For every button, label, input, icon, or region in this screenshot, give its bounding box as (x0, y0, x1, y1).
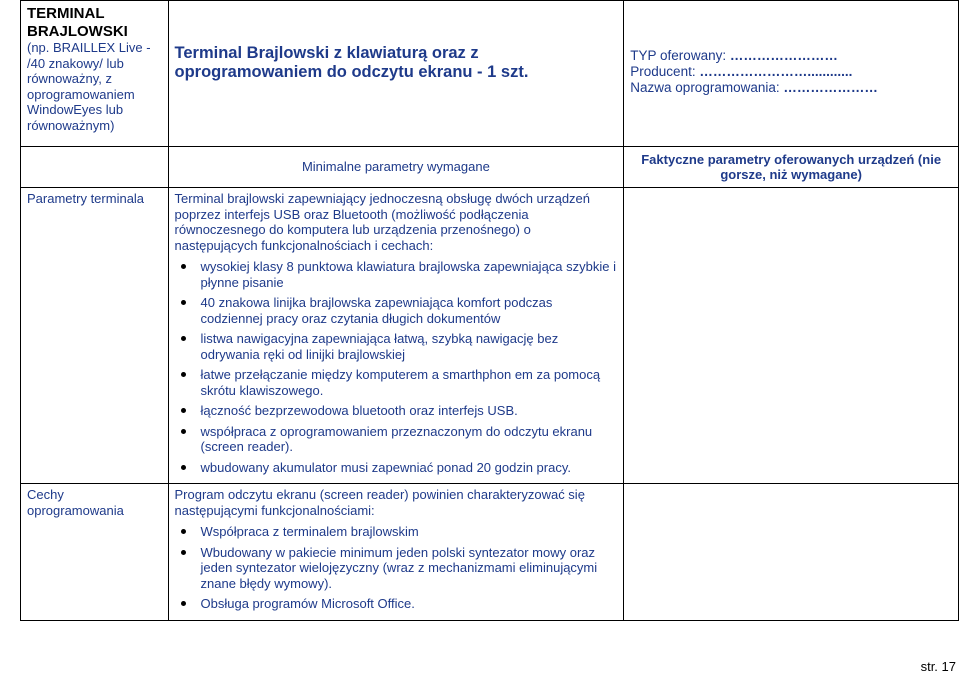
specification-table (20, 0, 959, 621)
list-item (201, 424, 618, 455)
terminal-bullet-list (175, 259, 618, 475)
software-intro: Program odczytu ekranu (screen reader) powinien charakteryzować się następującymi funkcjonalnościami: (174, 487, 585, 518)
offer-producer-line (630, 64, 952, 80)
list-item (201, 460, 618, 476)
list-item (201, 367, 618, 398)
list-item-text: Współpraca z terminalem brajlowskim (200, 524, 419, 539)
list-item-text: listwa nawigacyjna zapewniająca łatwą, szybką nawigację bez odrywania ręki od linijki brajlowskiej (200, 331, 559, 362)
list-item-text: 40 znakowa linijka brajlowska zapewniająca komfort podczas codziennej pracy oraz czytania długich dokumentów (200, 295, 553, 326)
item-subtitle: (np. BRAILLEX Live - /40 znakowy/ lub równoważny, z oprogramowaniem WindowEyes lub równoważnym) (27, 40, 151, 133)
software-bullet-list (175, 524, 618, 612)
item-cell (21, 1, 169, 147)
list-item-text: Wbudowany w pakiecie minimum jeden polski syntezator mowy oraz jeden syntezator wielojęzyczny (wraz z mechanizmami eliminującymi znane błędy wymowy). (200, 544, 598, 591)
empty-header-cell (21, 147, 169, 188)
item-title-line1: TERMINAL (27, 5, 105, 22)
list-item-text: Obsługa programów Microsoft Office. (200, 596, 415, 611)
offer-cell (624, 1, 959, 147)
bullet-icon (181, 550, 186, 555)
bullet-icon (181, 372, 186, 377)
actual-params-header: Faktyczne parametry oferowanych urządzeń (nie gorsze, niż wymagane) (624, 147, 959, 188)
terminal-row (21, 188, 959, 484)
list-item (201, 596, 618, 612)
list-item (201, 331, 618, 362)
software-label: Cechy oprogramowania (21, 484, 169, 621)
terminal-label: Parametry terminala (21, 188, 169, 484)
heading-cell (168, 1, 624, 147)
bullet-icon (181, 264, 186, 269)
list-item-text: łatwe przełączanie między komputerem a smarthphon em za pomocą skrótu klawiszowego. (200, 367, 601, 398)
list-item (201, 545, 618, 592)
list-item (201, 524, 618, 540)
terminal-requirements (168, 188, 624, 484)
offer-type-dots: …………………… (729, 48, 838, 63)
list-item-text: wbudowany akumulator musi zapewniać ponad 20 godzin pracy. (200, 459, 571, 475)
bullet-icon (181, 408, 186, 413)
list-item (201, 259, 618, 290)
offer-producer-dots: ……………………............ (699, 64, 853, 79)
list-item-text: współpraca z oprogramowaniem przeznaczonym do odczytu ekranu (screen reader). (200, 423, 593, 454)
section-title: Terminal Brajlowski z klawiaturą oraz z oprogramowaniem do odczytu ekranu - 1 szt. (174, 44, 529, 81)
list-item (201, 295, 618, 326)
offer-software-line (630, 80, 952, 96)
page-number: str. 17 (920, 659, 956, 674)
bullet-icon (181, 429, 186, 434)
min-params-header: Minimalne parametry wymagane (168, 147, 624, 188)
offer-software-label: Nazwa oprogramowania: (630, 80, 780, 95)
terminal-actual-cell[interactable] (624, 188, 959, 484)
bullet-icon (181, 336, 186, 341)
software-actual-cell[interactable] (624, 484, 959, 621)
offer-producer-label: Producent: (630, 64, 696, 79)
offer-software-dots: ………………… (783, 80, 878, 95)
item-title-line2: BRAJLOWSKI (27, 23, 128, 40)
bullet-icon (181, 465, 186, 470)
bullet-icon (181, 601, 186, 606)
bullet-icon (181, 300, 186, 305)
terminal-intro: Terminal brajlowski zapewniający jednoczesną obsługę dwóch urządzeń poprzez interfejs USB oraz Bluetooth (możliwość podłączenia równoczesnego do komputera lub urządzenia przenośnego) o następujących funkcjonalnościach i cechach: (174, 191, 591, 253)
software-requirements (168, 484, 624, 621)
bullet-icon (181, 529, 186, 534)
column-header-row (21, 147, 959, 188)
offer-type-label: TYP oferowany: (630, 48, 727, 63)
offer-type-line (630, 48, 952, 64)
list-item-text: łączność bezprzewodowa bluetooth oraz interfejs USB. (200, 403, 518, 418)
list-item (201, 403, 618, 419)
list-item-text: wysokiej klasy 8 punktowa klawiatura brajlowska zapewniająca szybkie i płynne pisanie (200, 259, 616, 290)
header-row (21, 1, 959, 147)
offer-fields (630, 48, 952, 96)
software-row (21, 484, 959, 621)
